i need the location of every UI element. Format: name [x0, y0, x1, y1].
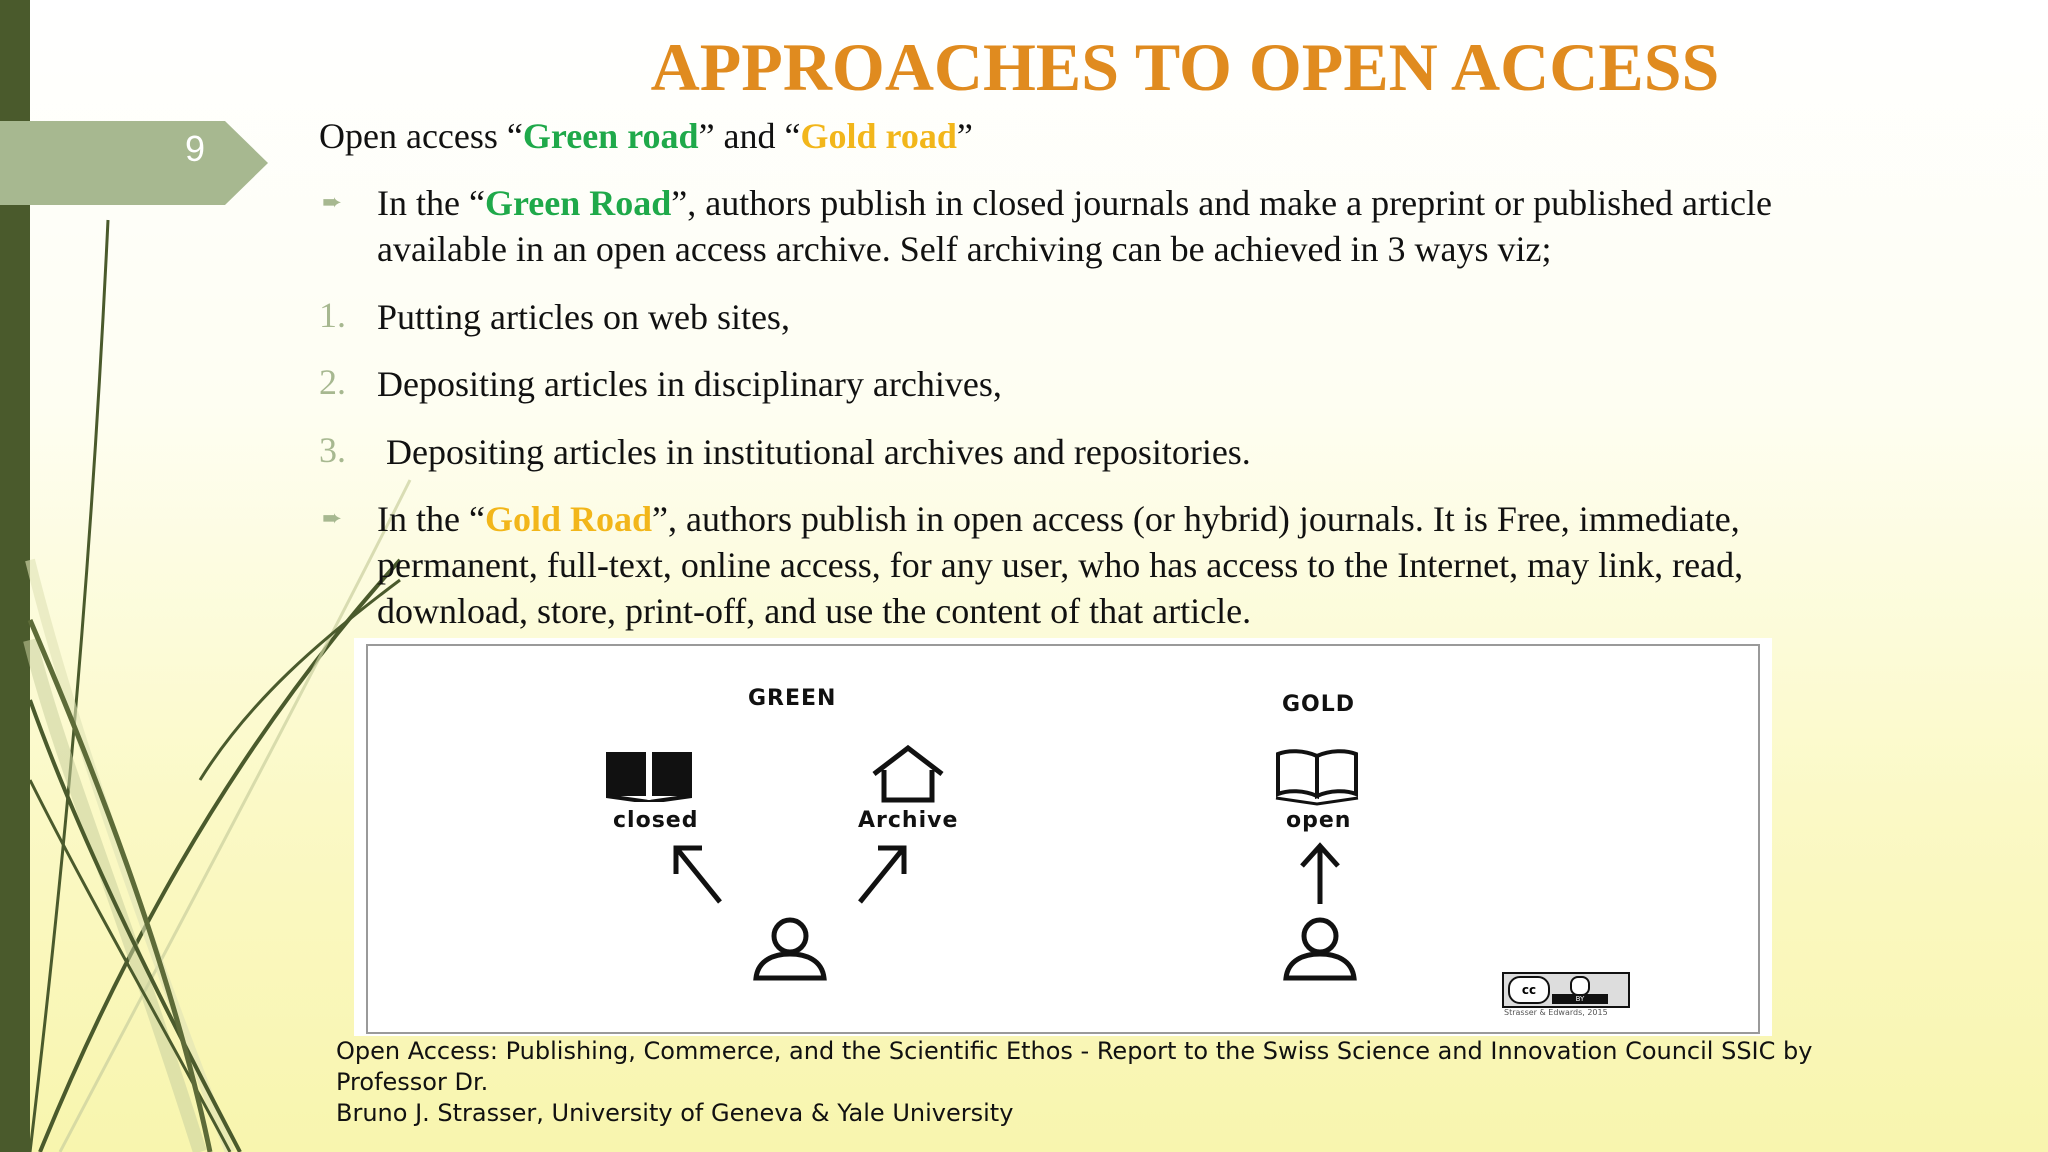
list-number-1: 1. [319, 295, 346, 335]
bullet2-prefix: In the “ [377, 499, 485, 539]
intro-line [319, 113, 973, 159]
diagram-gold-label: GOLD [1282, 692, 1356, 717]
green-road-bullet-line2: available in an open access archive. Self archiving can be achieved in 3 ways viz; [377, 229, 1552, 269]
citation [336, 1036, 1896, 1129]
arrow-up-icon [1298, 842, 1342, 906]
bullet2-highlight: Gold Road [484, 499, 652, 539]
bullet-arrow-icon: ➨ [322, 188, 343, 216]
citation-line2: Bruno J. Strasser, University of Geneva & Yale University [336, 1099, 1014, 1127]
bullet1-line1-rest: ”, authors publish in closed journals and make a preprint or published article [671, 183, 1772, 223]
archive-label: Archive [858, 808, 959, 833]
list-item-3: Depositing articles in institutional archives and repositories. [377, 432, 1251, 472]
bullet1-highlight: Green Road [484, 183, 672, 223]
gold-road-bullet-line2: permanent, full-text, online access, for any user, who has access to the Internet, may link, read, [377, 545, 1744, 585]
intro-prefix: Open access “ [319, 116, 523, 156]
open-book-icon [1274, 746, 1360, 806]
bullet2-line1-rest: ”, authors publish in open access (or hybrid) journals. It is Free, immediate, [652, 499, 1740, 539]
closed-book-icon [606, 746, 692, 802]
slide-number: 9 [184, 128, 206, 169]
intro-mid: ” and “ [698, 116, 801, 156]
bullet-arrow-icon: ➨ [322, 504, 343, 532]
arrow-up-right-icon [852, 842, 912, 906]
bullet1-prefix: In the “ [377, 183, 485, 223]
open-label: open [1286, 808, 1352, 833]
citation-line1: Open Access: Publishing, Commerce, and the Scientific Ethos - Report to the Swiss Science and Innovation Council SSIC by Professor Dr. [336, 1037, 1813, 1096]
cc-credit: Strasser & Edwards, 2015 [1504, 1008, 1608, 1017]
cc-logo-icon: cc [1508, 976, 1550, 1004]
list-number-2: 2. [319, 362, 346, 402]
list-number-3: 3. [319, 430, 346, 470]
author-person-icon [750, 916, 830, 982]
intro-suffix: ” [956, 116, 973, 156]
green-road-bullet [377, 180, 1897, 272]
slide-title: APPROACHES TO OPEN ACCESS [650, 29, 1720, 105]
arrow-up-left-icon [668, 842, 728, 906]
closed-label: closed [613, 808, 699, 833]
list-item-1: Putting articles on web sites, [377, 297, 790, 337]
open-access-diagram [354, 638, 1772, 1036]
green-road-label: Green road [522, 116, 699, 156]
gold-road-bullet-line1 [377, 496, 1897, 542]
by-label: BY [1552, 994, 1608, 1004]
gold-road-bullet-line3: download, store, print-off, and use the content of that article. [377, 591, 1252, 631]
green-road-bullet-line1 [377, 180, 1897, 226]
gold-road-label: Gold road [800, 116, 957, 156]
list-item-2: Depositing articles in disciplinary archives, [377, 364, 1002, 404]
archive-house-icon [868, 744, 948, 804]
diagram-green-label: GREEN [748, 686, 837, 711]
gold-road-bullet [377, 496, 1897, 634]
author-person-icon [1280, 916, 1360, 982]
by-person-icon [1570, 976, 1590, 996]
slide-number-tab [0, 121, 268, 205]
diagram-frame [366, 644, 1760, 1034]
cc-by-badge [1502, 972, 1630, 1008]
